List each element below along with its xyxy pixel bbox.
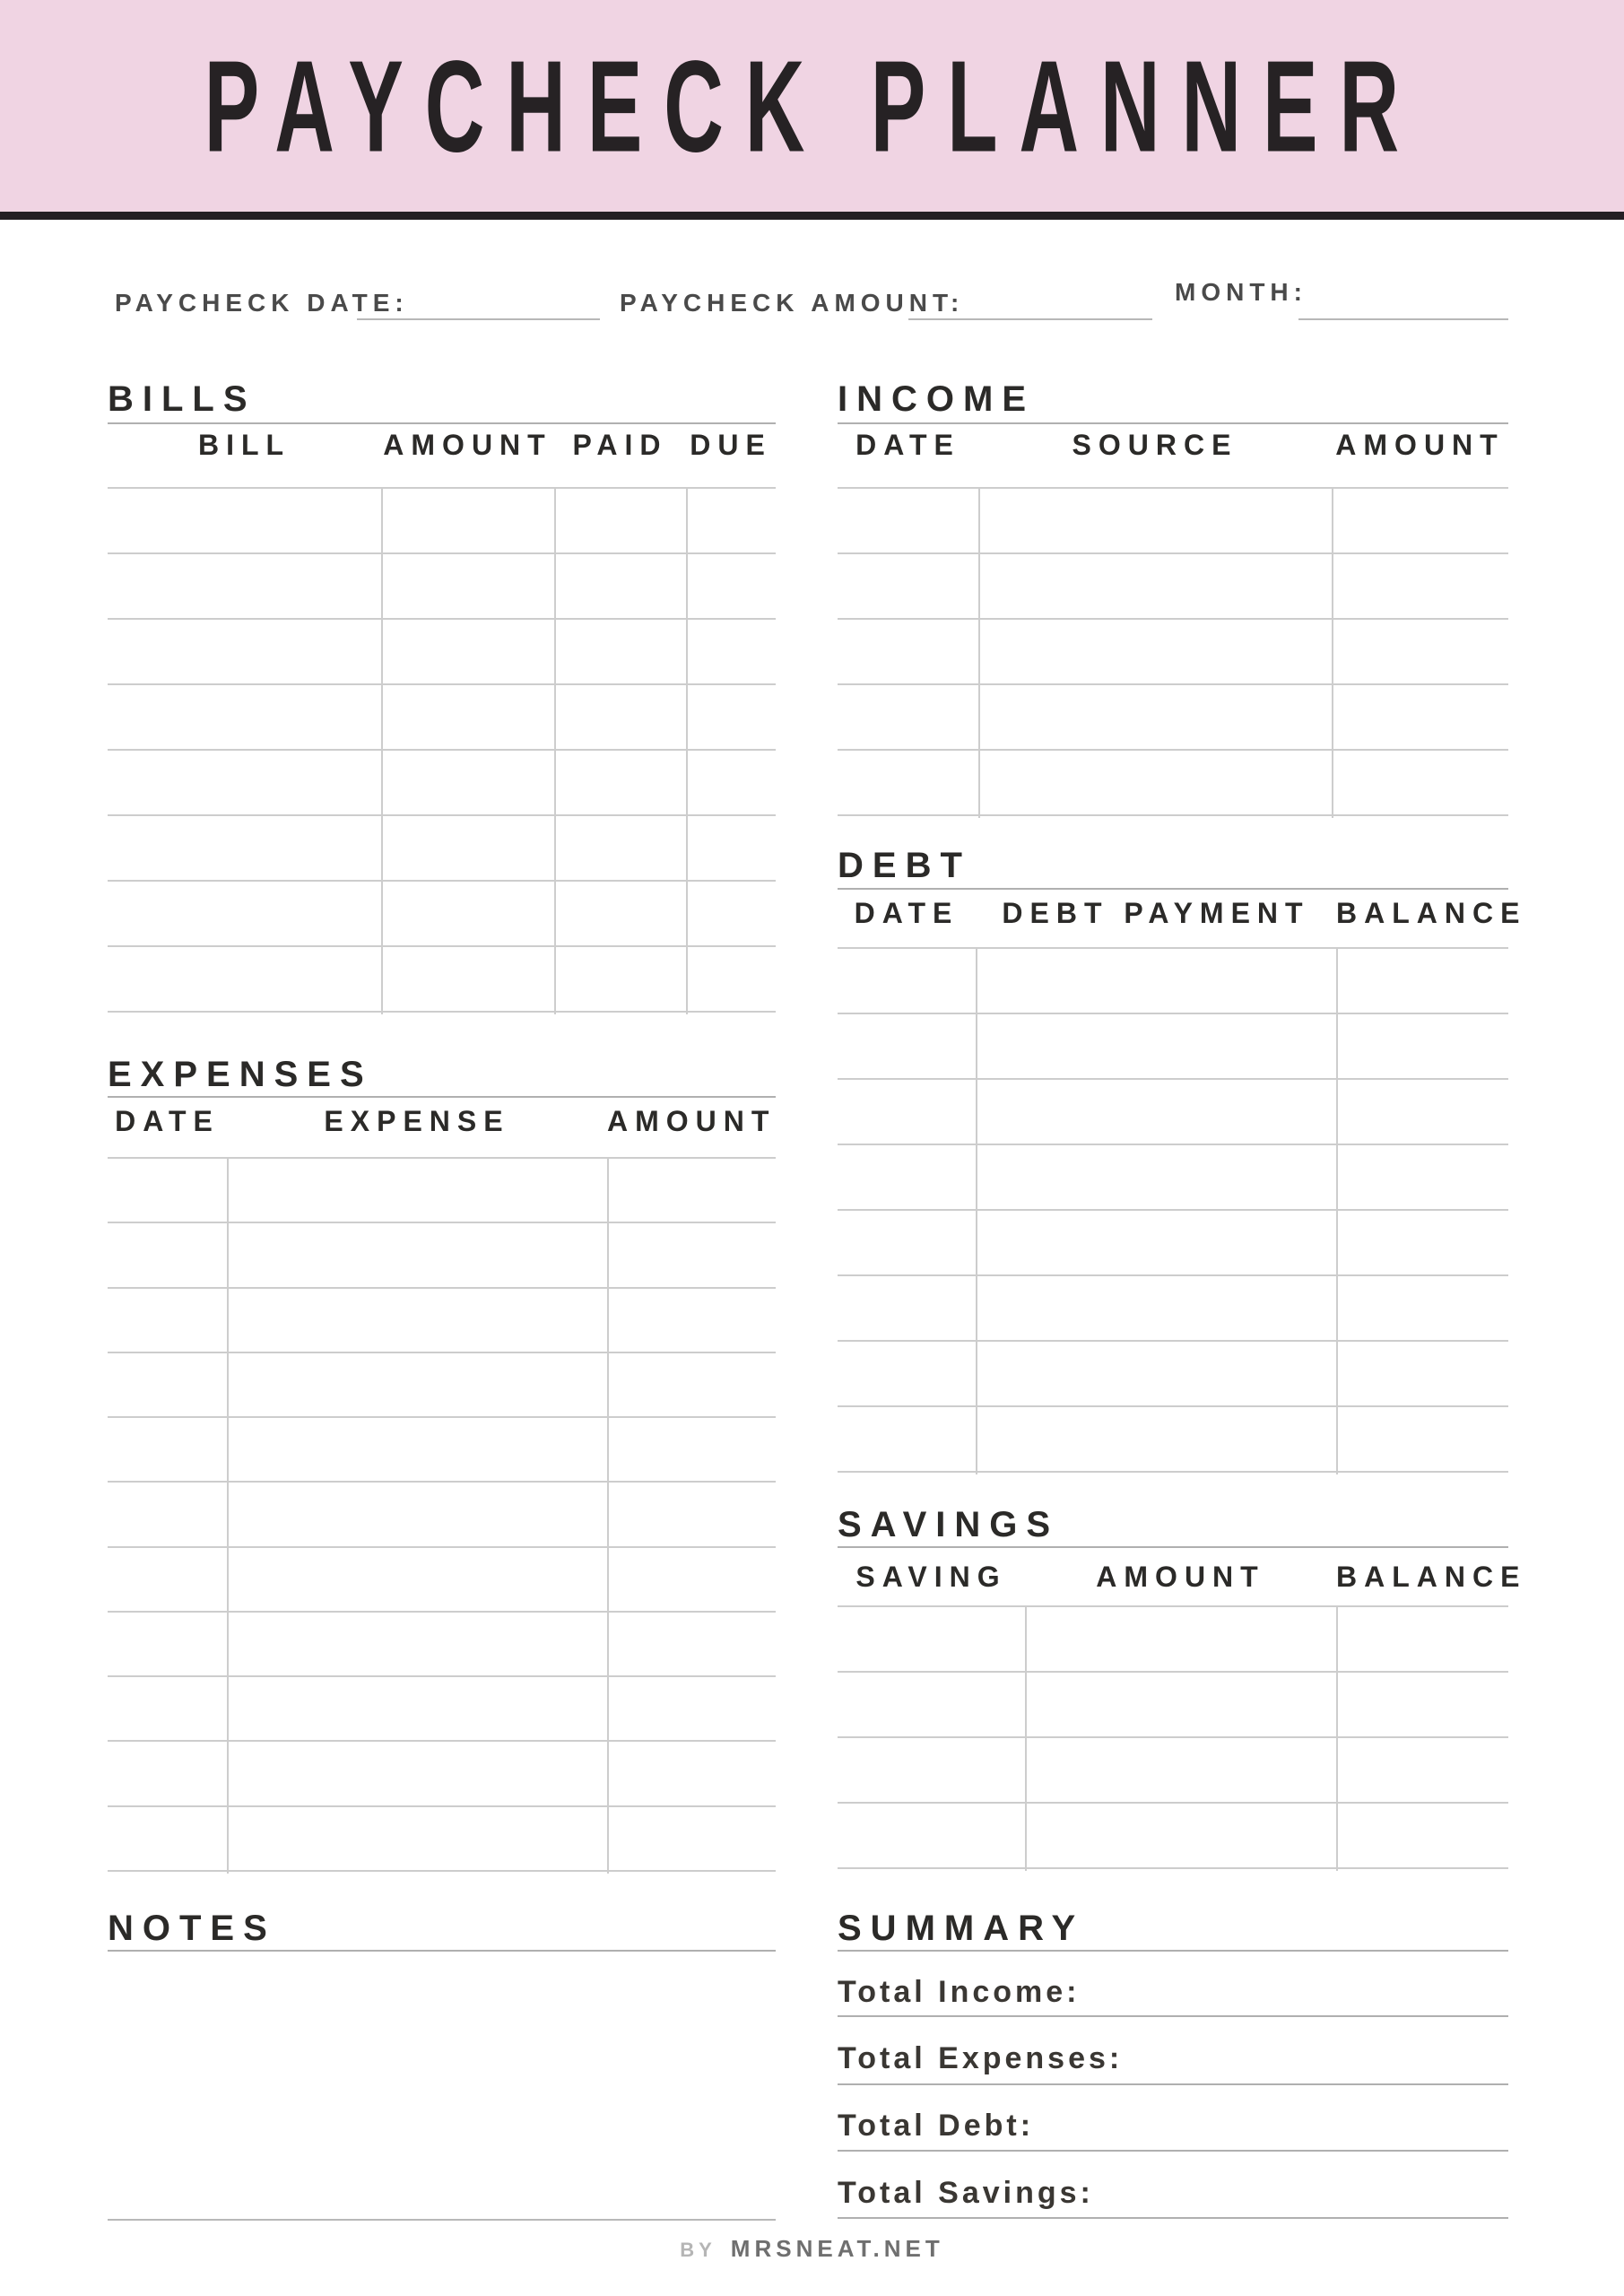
month-blank-line <box>1298 318 1508 320</box>
table-row <box>838 1211 1508 1276</box>
table-row <box>108 882 776 947</box>
savings-column-headers <box>838 1561 1527 1593</box>
debt-table-vline <box>1336 949 1338 1474</box>
expenses-table <box>108 1157 776 1872</box>
savings-table-vline <box>1025 1607 1027 1871</box>
expenses-column-headers <box>108 1105 776 1137</box>
bills-col-due: DUE <box>690 429 772 461</box>
notes-section-title: NOTES <box>108 1909 276 1948</box>
income-section-title: INCOME <box>838 379 1035 419</box>
paycheck-date-blank-line <box>357 318 600 320</box>
expenses-section-title: EXPENSES <box>108 1055 373 1094</box>
debt-section-title: DEBT <box>838 846 971 885</box>
income-table-vline <box>978 489 980 818</box>
table-row <box>108 751 776 816</box>
income-col-source: SOURCE <box>1072 429 1238 461</box>
summary-title-underline <box>838 1950 1508 1952</box>
header-divider-bar <box>0 212 1624 220</box>
summary-total-debt-line <box>838 2150 1508 2152</box>
table-row <box>108 1548 776 1613</box>
bills-col-bill: BILL <box>197 429 291 461</box>
table-row <box>838 1080 1508 1145</box>
table-row <box>838 1276 1508 1342</box>
income-title-underline <box>838 422 1508 424</box>
savings-col-balance: BALANCE <box>1336 1561 1527 1593</box>
savings-col-saving: SAVING <box>855 1561 1007 1593</box>
table-row <box>108 816 776 882</box>
table-row <box>108 1418 776 1483</box>
table-row <box>108 1159 776 1223</box>
page-title: PAYCHECK PLANNER <box>204 33 1420 178</box>
table-row <box>108 1483 776 1547</box>
debt-column-headers <box>838 897 1527 929</box>
table-row <box>838 554 1508 620</box>
savings-table <box>838 1605 1508 1869</box>
table-row <box>108 554 776 620</box>
bills-section-title: BILLS <box>108 379 256 419</box>
summary-section-title: SUMMARY <box>838 1909 1085 1948</box>
income-table <box>838 487 1508 816</box>
bills-table <box>108 487 776 1013</box>
table-row <box>838 1014 1508 1080</box>
notes-title-underline <box>108 1950 776 1952</box>
table-row <box>108 1807 776 1872</box>
income-column-headers <box>838 429 1508 461</box>
table-row <box>838 1407 1508 1473</box>
table-row <box>838 949 1508 1014</box>
income-col-date: DATE <box>855 429 960 461</box>
savings-col-amount: AMOUNT <box>1096 1561 1265 1593</box>
table-row <box>108 1742 776 1806</box>
table-row <box>108 1353 776 1418</box>
summary-total-income-line <box>838 2015 1508 2017</box>
table-row <box>108 685 776 751</box>
table-row <box>108 1223 776 1288</box>
table-row <box>108 489 776 554</box>
savings-table-vline <box>1336 1607 1338 1871</box>
paycheck-amount-blank-line <box>908 318 1152 320</box>
debt-table <box>838 947 1508 1473</box>
footer-by-label: BY <box>680 2239 716 2261</box>
debt-title-underline <box>838 888 1508 890</box>
summary-total-expenses-line <box>838 2083 1508 2085</box>
expenses-col-expense: EXPENSE <box>324 1105 510 1137</box>
table-row <box>838 1145 1508 1211</box>
summary-total-savings-label: Total Savings: <box>838 2176 1094 2210</box>
table-row <box>108 1677 776 1742</box>
footer-site-label: MRSNEAT.NET <box>730 2235 944 2262</box>
bills-table-vline <box>381 489 383 1014</box>
notes-bottom-line <box>108 2219 776 2221</box>
table-row <box>838 1738 1508 1804</box>
bills-table-vline <box>686 489 688 1014</box>
bills-col-paid: PAID <box>572 429 668 461</box>
bills-col-amount: AMOUNT <box>383 429 552 461</box>
expenses-title-underline <box>108 1096 776 1098</box>
table-row <box>838 620 1508 685</box>
debt-table-vline <box>976 949 977 1474</box>
table-row <box>838 1804 1508 1869</box>
bills-column-headers <box>108 429 776 461</box>
summary-total-savings-line <box>838 2217 1508 2219</box>
table-row <box>838 1673 1508 1738</box>
expenses-col-date: DATE <box>115 1105 220 1137</box>
expenses-col-amount: AMOUNT <box>607 1105 777 1137</box>
summary-total-income-label: Total Income: <box>838 1975 1081 2009</box>
paycheck-amount-label: PAYCHECK AMOUNT: <box>620 289 965 317</box>
expenses-table-vline <box>607 1159 609 1874</box>
savings-section-title: SAVINGS <box>838 1505 1060 1544</box>
header-band <box>0 0 1624 212</box>
bills-table-vline <box>554 489 556 1014</box>
table-row <box>838 489 1508 554</box>
debt-col-balance: BALANCE <box>1336 897 1527 929</box>
table-row <box>108 1613 776 1677</box>
table-row <box>838 751 1508 816</box>
summary-total-expenses-label: Total Expenses: <box>838 2041 1124 2075</box>
table-row <box>108 620 776 685</box>
table-row <box>838 685 1508 751</box>
table-row <box>838 1607 1508 1673</box>
bills-title-underline <box>108 422 776 424</box>
expenses-table-vline <box>227 1159 229 1874</box>
summary-total-debt-label: Total Debt: <box>838 2109 1035 2143</box>
income-col-amount: AMOUNT <box>1335 429 1505 461</box>
footer <box>0 2235 1624 2263</box>
savings-title-underline <box>838 1546 1508 1548</box>
month-label: MONTH: <box>1175 278 1307 306</box>
debt-col-payment: DEBT PAYMENT <box>1002 897 1310 929</box>
debt-col-date: DATE <box>854 897 960 929</box>
paycheck-date-label: PAYCHECK DATE: <box>115 289 409 317</box>
table-row <box>108 947 776 1013</box>
table-row <box>108 1289 776 1353</box>
table-row <box>838 1342 1508 1407</box>
income-table-vline <box>1332 489 1333 818</box>
